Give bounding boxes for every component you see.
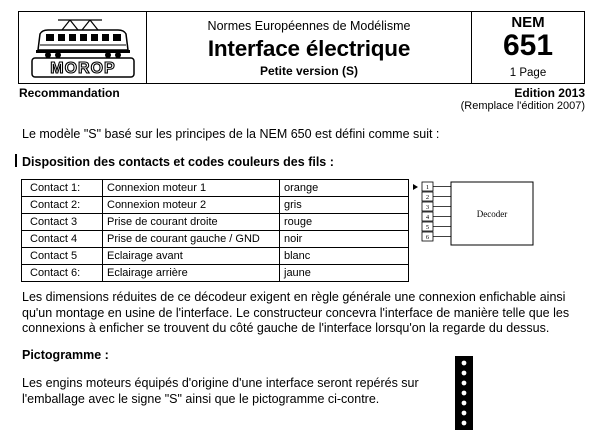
- pin-number: 5: [425, 224, 430, 231]
- function-cell: Prise de courant droite: [103, 214, 280, 231]
- function-cell: Eclairage avant: [103, 248, 280, 265]
- section-heading-contacts: Disposition des contacts et codes couleurs des fils :: [22, 155, 334, 169]
- replaces-note: (Remplace l'édition 2007): [460, 100, 585, 112]
- contact-cell: Contact 3: [22, 214, 103, 231]
- wire-color-cell: jaune: [280, 265, 409, 282]
- wire-color-cell: orange: [280, 180, 409, 197]
- morop-logo: [28, 18, 138, 78]
- logo-cell: [19, 12, 147, 83]
- standard-number: 651: [502, 29, 554, 62]
- change-bar: [15, 154, 17, 167]
- wire-color-cell: gris: [280, 197, 409, 214]
- header-box: [18, 11, 585, 84]
- section-heading-pictogram: Pictogramme :: [22, 348, 109, 362]
- contact-cell: Contact 5: [22, 248, 103, 265]
- contact-cell: Contact 1:: [22, 180, 103, 197]
- document-subtitle: Petite version (S): [259, 64, 359, 78]
- function-cell: Connexion moteur 1: [103, 180, 280, 197]
- wire-color-cell: blanc: [280, 248, 409, 265]
- pictogram-text: Les engins moteurs équipés d'origine d'une interface seront repérés sur l'emballage avec le signe "S" ainsi que le pictogramme ci-contre.: [22, 376, 419, 406]
- decoder-diagram: [413, 179, 543, 249]
- edition: Edition 2013: [514, 86, 585, 100]
- contact-cell: Contact 6:: [22, 265, 103, 282]
- table-row: [22, 180, 409, 197]
- standard-cell: [471, 12, 584, 83]
- contacts-table: [21, 179, 409, 282]
- intro-text: Le modèle "S" basé sur les principes de la NEM 650 est défini comme suit :: [22, 127, 440, 141]
- wire-color-cell: noir: [280, 231, 409, 248]
- pin-number: 4: [425, 214, 430, 221]
- table-row: [22, 214, 409, 231]
- function-cell: Connexion moteur 2: [103, 197, 280, 214]
- body-paragraph: Les dimensions réduites de ce décodeur exigent en règle générale une connexion enfichable ainsi qu'un montage en usine de l'interface. Le constructeur concevra l'interface de manière telle que les connexions à enficher se trouvent du côté gauche de l'interface lorsqu'on la regarde du dessus.: [22, 290, 570, 335]
- table-row: [22, 231, 409, 248]
- pin-number: 3: [425, 204, 430, 211]
- pin-number: 1: [425, 184, 430, 191]
- pin-number: 2: [425, 194, 430, 201]
- document-type: Recommandation: [19, 86, 120, 100]
- pictogram-s: [455, 356, 473, 430]
- function-cell: Prise de courant gauche / GND: [103, 231, 280, 248]
- contact-cell: Contact 4: [22, 231, 103, 248]
- page-count: 1 Page: [509, 67, 547, 79]
- document-title: Interface électrique: [207, 36, 411, 61]
- contact-cell: Contact 2:: [22, 197, 103, 214]
- table-row: [22, 265, 409, 282]
- organization-name: Normes Européennes de Modélisme: [207, 19, 411, 33]
- wire-color-cell: rouge: [280, 214, 409, 231]
- function-cell: Eclairage arrière: [103, 265, 280, 282]
- svg-text:MOROP: MOROP: [50, 60, 116, 77]
- title-cell: [146, 12, 472, 83]
- pin-marker-arrow: [413, 184, 418, 190]
- pin-number: 6: [425, 234, 430, 241]
- decoder-label: Decoder: [476, 209, 508, 219]
- table-row: [22, 248, 409, 265]
- standard-label: NEM: [511, 14, 545, 31]
- table-row: [22, 197, 409, 214]
